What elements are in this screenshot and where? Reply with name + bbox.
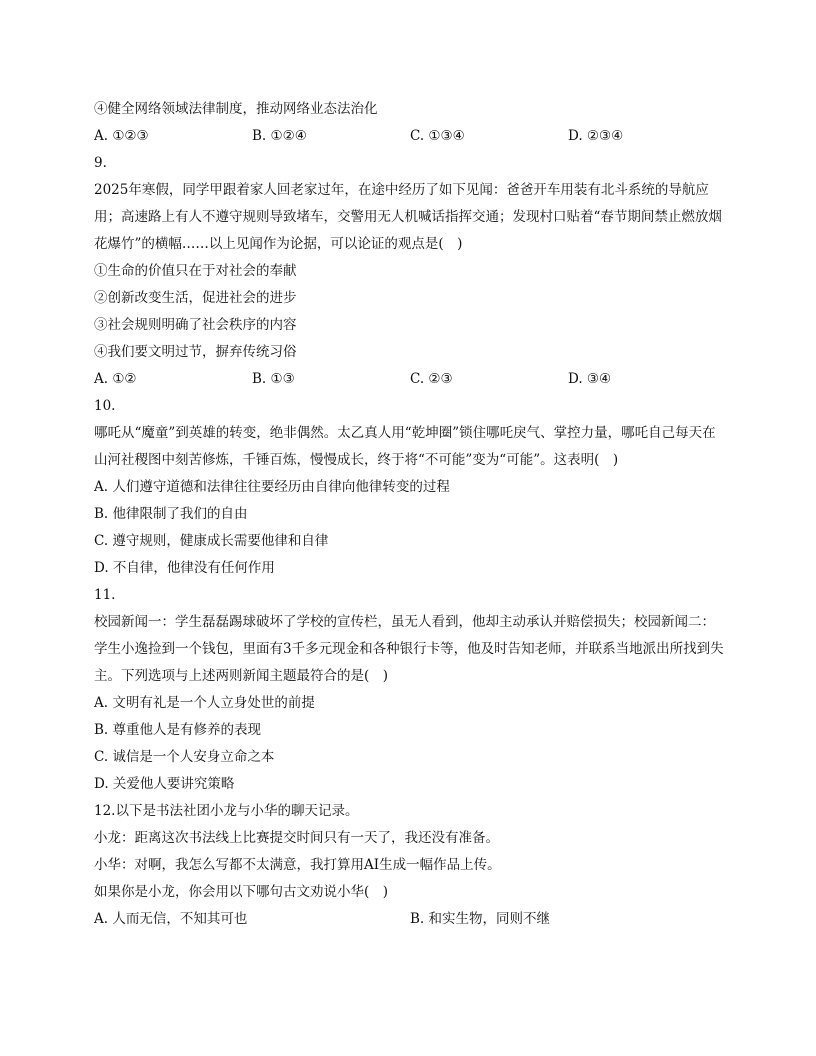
q9-option-d[interactable]: D. ③④: [568, 371, 612, 387]
q10-stem: 哪吒从“魔童”到英雄的转变，绝非偶然。太乙真人用“乾坤圈”锁住哪吒戾气、掌控力量，哪吒自己每天在山河社稷图中刻苦修炼，千锤百炼，慢慢成长，终于将“不可能”变为“可能”。这表明( ): [94, 425, 716, 468]
q8-option-c[interactable]: C. ①③④: [410, 128, 465, 144]
q9-stem: 2025年寒假，同学甲跟着家人回老家过年，在途中经历了如下见闻：爸爸开车用装有北斗系统的导航应用；高速路上有人不遵守规则导致堵车，交警用无人机喊话指挥交通；发现村口贴着“春节期间禁止燃放烟花爆竹”的横幅……以上见闻作为论据，可以论证的观点是( ): [94, 182, 722, 252]
q9-number: 9.: [94, 155, 107, 171]
q10-option-c[interactable]: C. 遵守规则，健康成长需要他律和自律: [94, 533, 329, 549]
q12-option-a[interactable]: A. 人而无信，不知其可也: [94, 911, 248, 927]
q9-item-3: ③社会规则明确了社会秩序的内容: [94, 317, 297, 333]
q8-option-d[interactable]: D. ②③④: [568, 128, 624, 144]
q8-option-b[interactable]: B. ①②④: [252, 128, 307, 144]
q9-item-4: ④我们要文明过节，摒弃传统习俗: [94, 344, 297, 360]
q11-option-a[interactable]: A. 文明有礼是一个人立身处世的前提: [94, 695, 315, 711]
q10-option-d[interactable]: D. 不自律，他律没有任何作用: [94, 560, 275, 576]
q12-dialog-xiaolong: 小龙：距离这次书法线上比赛提交时间只有一天了，我还没有准备。: [94, 830, 499, 846]
q12-question: 如果你是小龙，你会用以下哪句古文劝说小华( ): [94, 884, 389, 900]
q11-option-c[interactable]: C. 诚信是一个人安身立命之本: [94, 749, 275, 765]
q11-number: 11.: [94, 587, 116, 603]
q11-option-b[interactable]: B. 尊重他人是有修养的表现: [94, 722, 262, 738]
q12-option-b[interactable]: B. 和实生物，同则不继: [410, 911, 551, 927]
q12-dialog-xiaohua: 小华：对啊，我怎么写都不太满意，我打算用AI生成一幅作品上传。: [94, 857, 501, 873]
exam-page: [94, 96, 726, 933]
q8-item-4: ④健全网络领域法律制度，推动网络业态法治化: [94, 101, 378, 117]
q9-option-c[interactable]: C. ②③: [410, 371, 453, 387]
q9-item-2: ②创新改变生活，促进社会的进步: [94, 290, 297, 306]
q10-option-b[interactable]: B. 他律限制了我们的自由: [94, 506, 248, 522]
q8-option-a[interactable]: A. ①②③: [94, 128, 149, 144]
q11-stem: 校园新闻一：学生磊磊踢球破坏了学校的宣传栏，虽无人看到，他却主动承认并赔偿损失；校园新闻二：学生小逸捡到一个钱包，里面有3千多元现金和各种银行卡等，他及时告知老师，并联系当地派出所找到失主。下列选项与上述两则新闻主题最符合的是( ): [94, 614, 724, 684]
q10-option-a[interactable]: A. 人们遵守道德和法律往往要经历由自律向他律转变的过程: [94, 479, 450, 495]
q12-stem: 12.以下是书法社团小龙与小华的聊天记录。: [94, 803, 359, 819]
q10-number: 10.: [94, 398, 116, 414]
q8-options: [94, 123, 726, 150]
q11-option-d[interactable]: D. 关爱他人要讲究策略: [94, 776, 235, 792]
q12-options: [94, 906, 726, 933]
q9-option-a[interactable]: A. ①②: [94, 371, 137, 387]
q9-option-b[interactable]: B. ①③: [252, 371, 295, 387]
q9-options: [94, 366, 726, 393]
q9-item-1: ①生命的价值只在于对社会的奉献: [94, 263, 297, 279]
